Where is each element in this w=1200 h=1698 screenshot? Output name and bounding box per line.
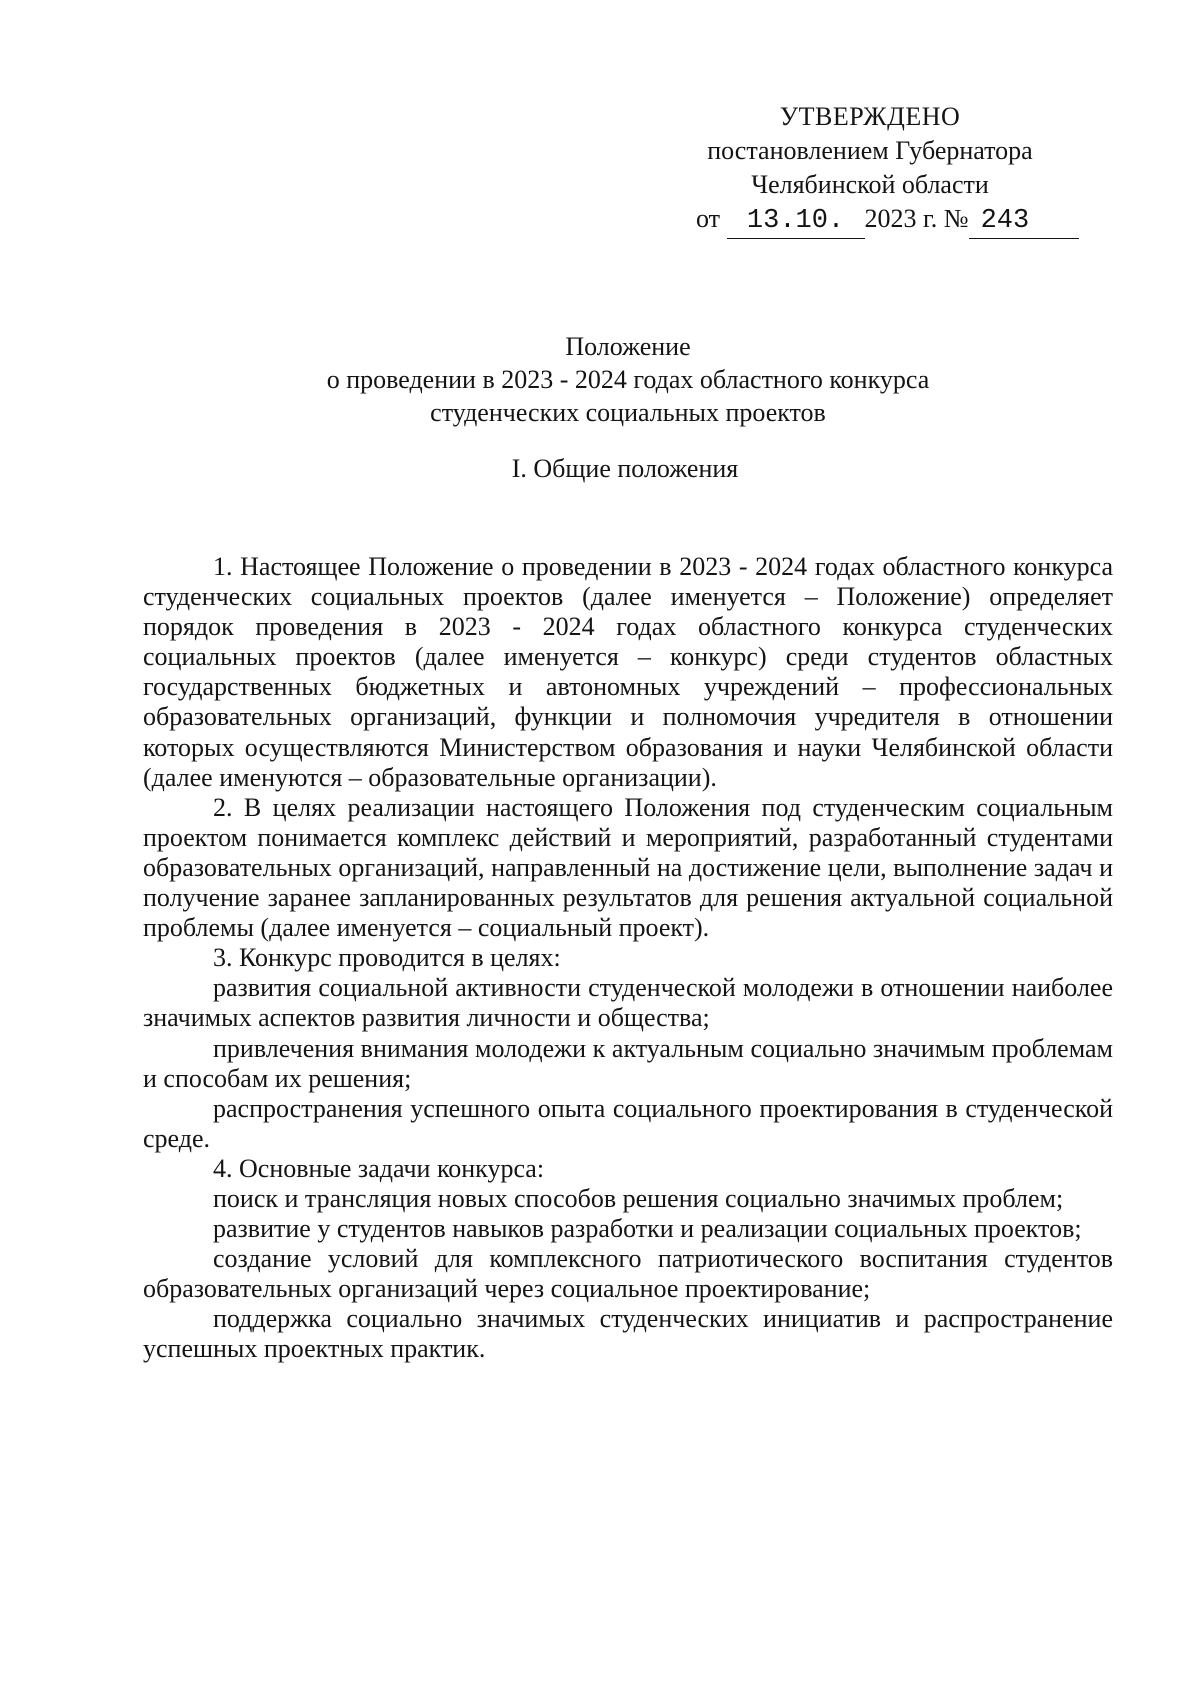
paragraph-3: 3. Конкурс проводится в целях:: [213, 943, 561, 973]
paragraph-4: 4. Основные задачи конкурса:: [213, 1153, 545, 1183]
decree-number: 243: [969, 204, 1079, 239]
title-line-3: студенческих социальных проектов: [430, 398, 826, 427]
task-item-2: развитие у студентов навыков разработки и реализации социальных проектов;: [213, 1214, 1082, 1244]
task-item-4: поддержка социально значимых студенческих инициатив и распространение успешных проектных практик.: [143, 1304, 1113, 1364]
paragraph-1: 1. Настоящее Положение о проведении в 2023 - 2024 годах областного конкурса студенческих социальных проектов (далее именуется – Положение) определяет порядок проведения в 2023 - 2024 годах областного конкурса студенческих социальных проектов (далее именуется – конкурс) среди студентов областных государственных бюджетных и автономных учреждений – профессиональных образовательных организаций, функции и полномочия учредителя в отношении которых осуществляются Министерством образования и науки Челябинской области (далее именуются – образовательные организации).: [143, 552, 1113, 792]
approval-line-2: Челябинской области: [751, 170, 989, 199]
goal-item-3: распространения успешного опыта социального проектирования в студенческой среде.: [143, 1093, 1113, 1153]
title-line-2: о проведении в 2023 - 2024 годах областного конкурса: [326, 365, 930, 394]
approval-date-line: [696, 202, 1116, 239]
approval-line-1: постановлением Губернатора: [707, 136, 1033, 165]
goal-item-2: привлечения внимания молодежи к актуальным социально значимым проблемам и способам их решения;: [143, 1033, 1113, 1093]
approval-stamp: [640, 100, 1100, 236]
goal-item-1: развития социальной активности студенческой молодежи в отношении наиболее значимых аспектов развития личности и общества;: [143, 973, 1113, 1033]
section-heading: I. Общие положения: [511, 454, 739, 483]
date-value: 13.10.: [727, 204, 865, 239]
task-item-1: поиск и трансляция новых способов решения социально значимых проблем;: [213, 1183, 1064, 1213]
document-title: [0, 330, 1200, 429]
title-line-1: Положение: [565, 332, 691, 361]
approval-heading: УТВЕРЖДЕНО: [779, 102, 961, 131]
year-suffix: 2023 г. №: [864, 204, 969, 233]
date-prefix: от: [696, 204, 721, 233]
document-body: [143, 552, 1113, 1365]
paragraph-2: 2. В целях реализации настоящего Положения под студенческим социальным проектом понимается комплекс действий и мероприятий, разработанный студентами образовательных организаций, направленный на достижение цели, выполнение задач и получение заранее запланированных результатов для решения актуальной социальной проблемы (далее именуется – социальный проект).: [143, 792, 1113, 943]
task-item-3: создание условий для комплексного патриотического воспитания студентов образовательных организаций через социальное проектирование;: [143, 1244, 1113, 1304]
